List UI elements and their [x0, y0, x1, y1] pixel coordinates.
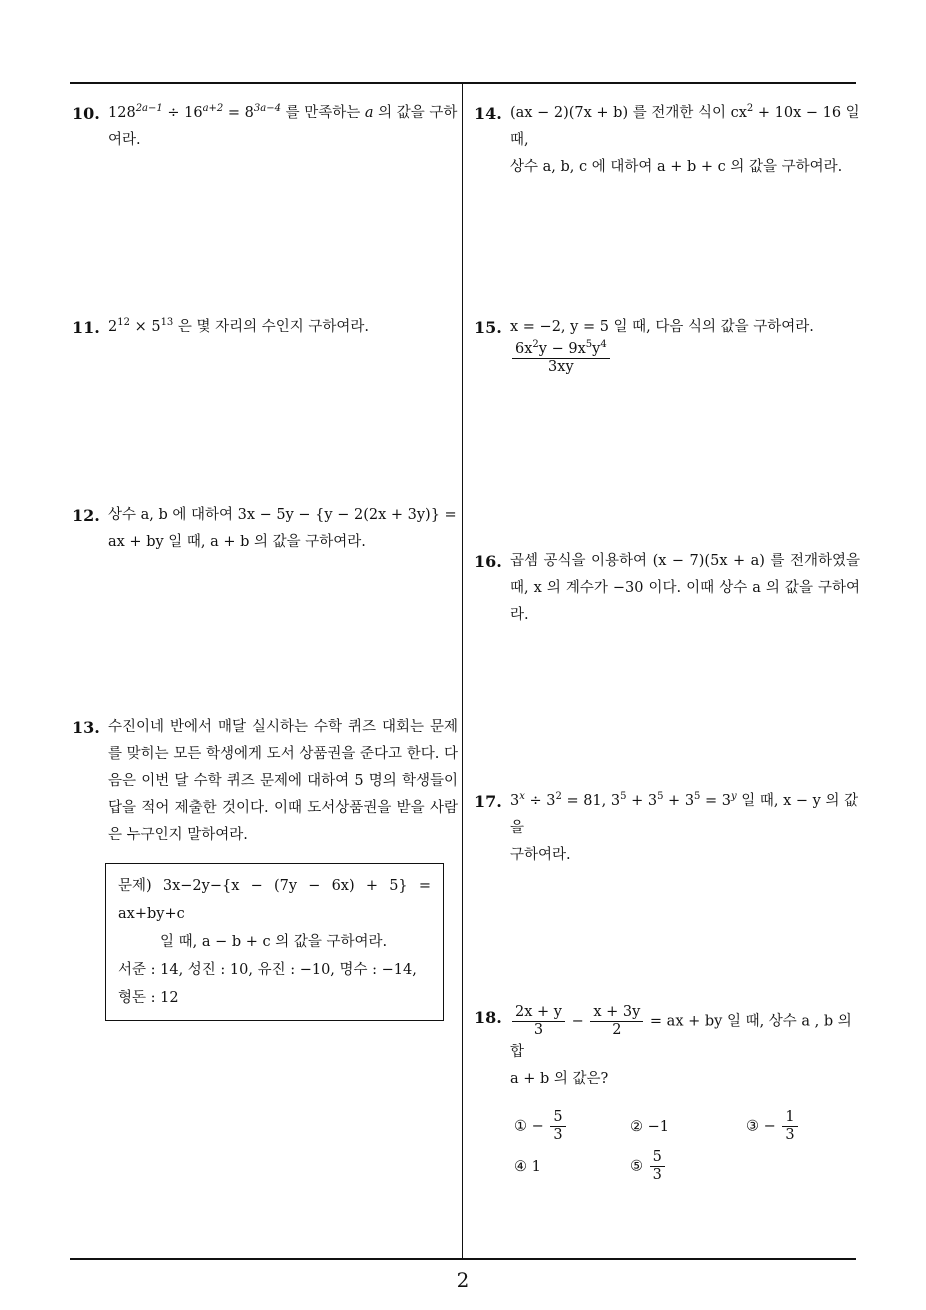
numerator: 1 — [782, 1109, 797, 1127]
numerator: x + 3y — [590, 1004, 643, 1022]
problem-15 — [474, 314, 860, 376]
answer-box — [105, 863, 444, 1021]
paragraph: 수진이네 반에서 매달 실시하는 수학 퀴즈 대회는 문제를 맞히는 모든 학생에게 도서 상품권을 준다고 한다. 다음은 이번 달 수학 퀴즈 문제에 대하여 5 명의 학생들이 답을 적어 제출한 것이다. 이때 도서상품권을 받을 사람은 누구인지 말하여라. — [108, 719, 458, 843]
choice-2[interactable] — [630, 1109, 669, 1145]
problem-16 — [474, 548, 860, 629]
expr: = 3 — [700, 793, 732, 809]
exponent: x — [519, 791, 525, 803]
fraction — [650, 1149, 665, 1184]
problem-12 — [72, 502, 458, 556]
numerator: 5 — [550, 1109, 565, 1127]
problem-number: 14. — [474, 104, 502, 123]
expr: (ax − 2)(7x + b) 를 전개한 식이 cx — [510, 105, 747, 121]
exponent: a+2 — [202, 103, 224, 115]
expr: = 81, 3 — [561, 793, 621, 809]
choice-3[interactable] — [746, 1109, 800, 1144]
fraction — [512, 341, 610, 376]
problem-text — [108, 714, 458, 1021]
fraction — [512, 1004, 565, 1039]
line: a + b 의 값은? — [510, 1071, 609, 1087]
choice-mark: ④ — [514, 1159, 527, 1175]
term: 6x — [515, 341, 533, 357]
text: = ax + by 일 때, 상수 a , b 의 합 — [510, 1013, 852, 1060]
denominator: 3 — [533, 1022, 544, 1038]
line: ax + by 일 때, a + b 의 값을 구하여라. — [108, 534, 366, 550]
box-line: 서준 : 14, 성진 : 10, 유진 : −10, 명수 : −14, — [118, 962, 417, 978]
choice-mark: ⑤ — [630, 1158, 643, 1175]
exponent: 12 — [117, 317, 130, 329]
exponent: 2 — [555, 791, 562, 803]
exponent: 2 — [746, 103, 754, 115]
problem-number: 15. — [474, 318, 502, 337]
value: −1 — [647, 1119, 669, 1135]
problem-number: 16. — [474, 552, 502, 571]
problem-text — [510, 314, 860, 376]
denominator: 3xy — [548, 359, 574, 375]
fraction — [782, 1109, 797, 1144]
problem-number: 12. — [72, 506, 100, 525]
variable: a — [364, 105, 374, 121]
line: 상수 a, b 에 대하여 3x − 5y − {y − 2(2x + 3y)} = — [108, 507, 457, 523]
answer-choices — [510, 1109, 860, 1189]
bottom-rule — [70, 1258, 856, 1260]
expr: 128 — [108, 105, 136, 121]
line: 상수 a, b, c 에 대하여 a + b + c 의 값을 구하여라. — [510, 159, 843, 175]
text: 를 만족하는 — [280, 105, 365, 121]
problem-17 — [474, 788, 860, 869]
expr: ÷ 3 — [524, 793, 556, 809]
line — [510, 788, 860, 842]
problem-number: 18. — [474, 1008, 502, 1027]
problem-14 — [474, 100, 860, 181]
problem-text — [510, 548, 860, 629]
problem-text — [108, 314, 458, 341]
denominator: 2 — [612, 1022, 622, 1038]
box-line: 형돈 : 12 — [118, 990, 179, 1006]
problem-18 — [474, 1004, 860, 1189]
problem-text — [108, 100, 458, 154]
choice-4[interactable] — [514, 1149, 541, 1185]
line — [510, 100, 860, 154]
choice-1[interactable] — [514, 1109, 568, 1144]
exponent: 3a−4 — [253, 103, 281, 115]
expr: 2 — [108, 319, 118, 335]
problem-text — [510, 100, 860, 181]
paragraph: 곱셈 공식을 이용하여 (x − 7)(5x + a) 를 전개하였을 때, x 의 계수가 −30 이다. 이때 상수 a 의 값을 구하여라. — [510, 553, 860, 623]
numerator — [512, 341, 610, 359]
exponent: 5 — [620, 791, 627, 803]
line — [510, 1004, 860, 1066]
denominator: 3 — [785, 1127, 795, 1143]
choice-mark: ③ — [746, 1118, 759, 1135]
numerator: 2x + y — [512, 1004, 565, 1022]
exponent: 2a−1 — [135, 103, 163, 115]
line: 구하여라. — [510, 847, 571, 863]
exponent: y — [731, 791, 737, 803]
fraction — [590, 1004, 643, 1039]
exponent: 2 — [532, 339, 539, 351]
sign: − — [763, 1118, 776, 1135]
choice-mark: ① — [514, 1118, 527, 1135]
problem-number: 13. — [72, 718, 100, 737]
expr: ÷ 16 — [162, 105, 203, 121]
expr: + 10x − 16 일 때, — [510, 105, 860, 148]
exponent: 5 — [657, 791, 664, 803]
fraction — [550, 1109, 565, 1144]
choice-5[interactable] — [630, 1149, 667, 1184]
box-line: 일 때, a − b + c 의 값을 구하여라. — [160, 934, 388, 950]
denominator: 3 — [553, 1127, 563, 1143]
expr: 3 — [510, 793, 520, 809]
expr: + 3 — [663, 793, 695, 809]
text: 은 몇 자리의 수인지 구하여라. — [173, 319, 370, 335]
term: y − 9x — [538, 341, 586, 357]
expr: + 3 — [626, 793, 658, 809]
exponent: 5 — [694, 791, 701, 803]
box-line: 문제) 3x−2y−{x − (7y − 6x) + 5} = ax+by+c — [118, 878, 431, 922]
problem-number: 11. — [72, 318, 100, 337]
problem-text — [108, 502, 458, 556]
text: 의 값을 구하여라. — [108, 105, 458, 148]
denominator: 3 — [652, 1167, 662, 1183]
problem-10 — [72, 100, 458, 154]
operator: − — [571, 1013, 584, 1030]
problem-text — [510, 788, 860, 869]
text: 일 때, x − y 의 값을 — [510, 793, 859, 836]
exponent: 4 — [600, 339, 607, 351]
problem-13 — [72, 714, 458, 1021]
line: x = −2, y = 5 일 때, 다음 식의 값을 구하여라. — [510, 319, 814, 335]
exponent: 13 — [160, 317, 174, 329]
page-number: 2 — [456, 1268, 470, 1292]
choice-mark: ② — [630, 1119, 643, 1135]
problem-number: 10. — [72, 104, 100, 123]
problem-text — [510, 1004, 860, 1093]
problem-number: 17. — [474, 792, 502, 811]
expr: = 8 — [223, 105, 254, 121]
column-divider — [462, 84, 463, 1259]
numerator: 5 — [650, 1149, 665, 1167]
exponent: 5 — [585, 339, 593, 351]
value: 1 — [531, 1159, 541, 1175]
problem-11 — [72, 314, 458, 341]
sign: − — [531, 1118, 544, 1135]
term: y — [592, 341, 601, 357]
expr: × 5 — [129, 319, 161, 335]
